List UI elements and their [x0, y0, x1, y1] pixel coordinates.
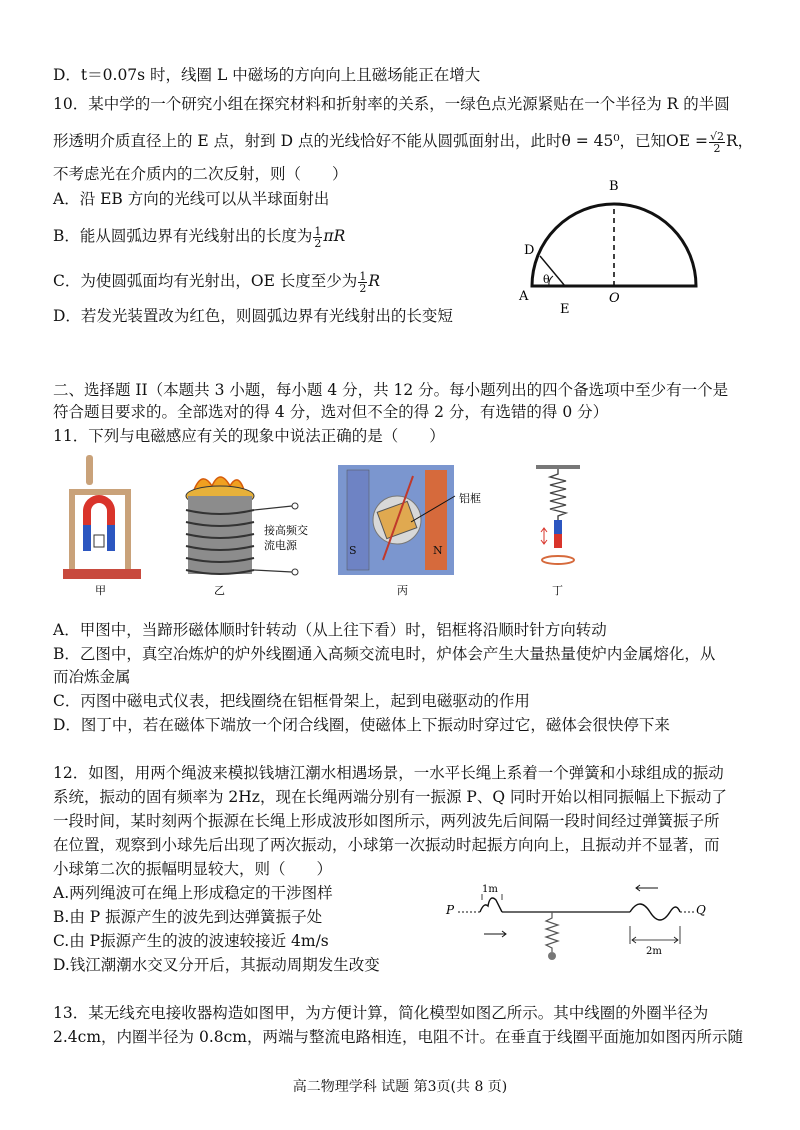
- frac-den: 2: [314, 236, 322, 250]
- q11-figure-jia: [55, 453, 150, 598]
- closed-coil: [542, 556, 574, 564]
- label-yi: 乙: [214, 584, 225, 597]
- q11-stem: 11．下列与电磁感应有关的现象中说法正确的是（ ）: [53, 427, 445, 445]
- arrow-left: [636, 885, 658, 891]
- label-a: A: [519, 289, 529, 304]
- base: [63, 569, 141, 579]
- label-2m: 2m: [646, 946, 662, 957]
- frame-right: [125, 489, 131, 571]
- magnet-red: [83, 495, 115, 525]
- q10-option-c-text: C．为使圆弧面均有光射出，OE 长度至少为: [53, 272, 358, 290]
- label-p: P: [446, 903, 455, 917]
- frac-num: 1: [359, 269, 367, 283]
- q11-option-c: C．丙图中磁电式仪表，把线圈绕在铝框骨架上，起到电磁驱动的作用: [53, 692, 530, 710]
- q10-option-b-end: πR: [323, 227, 346, 245]
- q11-option-b-line2: 而冶炼金属: [53, 668, 131, 686]
- q11-figure-yi: [172, 468, 332, 600]
- bing-label-frame: 铝框: [459, 492, 481, 505]
- label-b: B: [609, 179, 619, 194]
- q10-option-d: D．若发光装置改为红色，则圆弧边界有光线射出的长变短: [53, 307, 453, 325]
- q12-option-a: A.两列绳波可在绳上形成稳定的干涉图样: [53, 884, 333, 902]
- frame-left: [69, 489, 75, 571]
- q13-stem-line1: 13．某无线充电接收器构造如图甲，为方便计算，简化模型如图乙所示。其中线圈的外圈半径为: [53, 1004, 709, 1022]
- label-d: D: [524, 243, 535, 258]
- label-theta: θ: [543, 273, 550, 286]
- label-s: S: [349, 544, 357, 557]
- q13-stem-line2: 2.4cm，内圈半径为 0.8cm，两端与整流电路相连，电阻不计。在垂直于线圈平面施加如图丙所示随: [53, 1028, 743, 1046]
- label-bing: 丙: [397, 584, 408, 597]
- q10-fraction-oe: [709, 131, 725, 154]
- section2-line1: 二、选择题 II（本题共 3 小题，每小题 4 分，共 12 分。每小题列出的四个备选项中至少有一个是: [53, 381, 729, 399]
- ball: [548, 952, 556, 960]
- page-footer: 高二物理学科 试题 第3页(共 8 页): [292, 1079, 508, 1095]
- q10-stem-line1: 10．某中学的一个研究小组在探究材料和折射率的关系，一绿色点光源紧贴在一个半径为 R 的半圆: [53, 95, 730, 113]
- q12-rope-wave-figure: [440, 878, 715, 978]
- q11-option-b-line1: B．乙图中，真空冶炼炉的炉外线圈通入高频交流电时，炉体会产生大量热量使炉内金属熔化，从: [53, 645, 716, 663]
- q12-option-d: D.钱江潮潮水交叉分开后，其振动周期发生改变: [53, 956, 380, 974]
- arrow-right: [484, 931, 506, 937]
- label-1m: 1m: [482, 884, 498, 895]
- frac-num: √2: [710, 129, 725, 143]
- q10-option-c-fraction: [358, 271, 367, 294]
- q10-option-a: A．沿 EB 方向的光线可以从半球面射出: [53, 190, 330, 208]
- q12-stem-line5: 小球第二次的振幅明显较大，则（ ）: [53, 860, 333, 878]
- label-o: O: [609, 291, 620, 306]
- q12-stem-line2: 系统，振动的固有频率为 2Hz，现在长绳两端分别有一振源 P、Q 同时开始以相同振幅上下振动了: [53, 788, 727, 806]
- q10-option-c-end: R: [368, 272, 380, 290]
- q10-option-b: [53, 225, 345, 249]
- magnet-blue-right: [107, 525, 115, 551]
- wave-q: [630, 904, 680, 920]
- frac-num: 1: [314, 224, 322, 238]
- q12-option-c: C.由 P振源产生的波的波速较接近 4m/s: [53, 932, 329, 950]
- q12-stem-line3: 一段时间，某时刻两个振源在长绳上形成波形如图所示，两列波先后间隔一段时间经过弹簧振子所: [53, 812, 720, 830]
- magnet-bottom-half: [554, 534, 562, 548]
- yi-label-2: 流电源: [264, 539, 297, 552]
- q12-stem-line4: 在位置，观察到小球先后出现了两次振动，小球第一次振动时起振方向向上，且振动并不显著，而: [53, 836, 720, 854]
- rope-handle: [86, 455, 93, 485]
- lead-top: [254, 506, 292, 510]
- frac-den: 2: [359, 281, 367, 295]
- dimension-2m: [632, 937, 678, 943]
- terminal-bottom: [292, 569, 298, 575]
- q11-option-a: A．甲图中，当蹄形磁体顺时针转动（从上往下看）时，铝框将沿顺时针方向转动: [53, 621, 607, 639]
- label-ding: 丁: [552, 584, 563, 597]
- q10-stem-line2-text: 形透明介质直径上的 E 点，射到 D 点的光线恰好不能从圆弧面射出，此时θ = 45⁰，已知OE =: [53, 132, 708, 150]
- wave-p: [480, 898, 502, 912]
- spring: [550, 469, 566, 520]
- q10-option-b-text: B．能从圆弧边界有光线射出的长度为: [53, 227, 313, 245]
- yi-label-1: 接高频交: [264, 524, 308, 537]
- q11-figure-ding: [528, 462, 588, 600]
- q12-option-b: B.由 P 振源产生的波先到达弹簧振子处: [53, 908, 323, 926]
- q10-semicircle-figure: [505, 172, 705, 322]
- label-n: N: [433, 544, 443, 557]
- motion-arrows: [541, 528, 547, 544]
- frame-top: [69, 489, 131, 495]
- label-jia: 甲: [95, 584, 106, 597]
- magnet-blue-left: [83, 525, 91, 551]
- frac-den: 2: [713, 141, 721, 155]
- magnet-top-half: [554, 520, 562, 534]
- q11-option-d: D．图丁中，若在磁体下端放一个闭合线圈，使磁体上下振动时穿过它，磁体会很快停下来: [53, 716, 670, 734]
- q10-option-b-fraction: [313, 226, 322, 249]
- q11-figure-bing: [335, 462, 515, 600]
- lead-bottom: [254, 570, 292, 572]
- terminal-top: [292, 503, 298, 509]
- spring-oscillator: [546, 912, 558, 952]
- q12-stem-line1: 12．如图，用两个绳波来模拟钱塘江潮水相遇场景，一水平长绳上系着一个弹簧和小球组成的振动: [53, 764, 724, 782]
- q9-option-d: D．t＝0.07s 时，线圈 L 中磁场的方向向上且磁场能正在增大: [53, 66, 481, 84]
- ceiling: [536, 465, 580, 469]
- aluminum-frame: [94, 535, 104, 547]
- q10-stem-line2-end: R，: [726, 132, 754, 150]
- label-q: Q: [696, 903, 706, 917]
- section2-line2: 符合题目要求的。全部选对的得 4 分，选对但不全的得 2 分，有选错的得 0 分）: [53, 403, 609, 421]
- label-e: E: [560, 302, 570, 317]
- q10-option-c: [53, 270, 380, 294]
- q10-stem-line3: 不考虑光在介质内的二次反射，则（ ）: [53, 165, 348, 183]
- q10-stem-line2: [53, 130, 753, 154]
